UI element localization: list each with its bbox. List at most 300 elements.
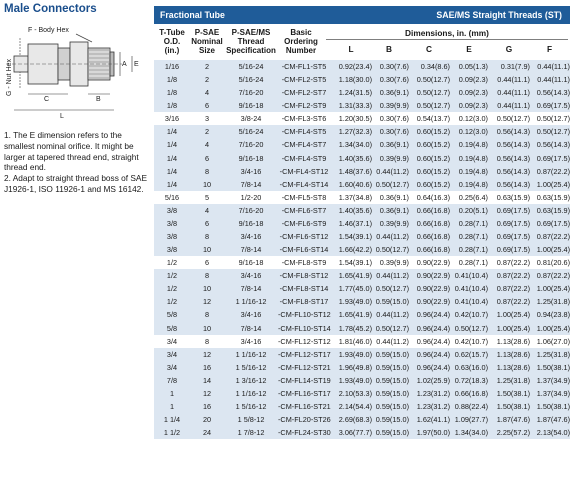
cell-tube-od: 1/4	[166, 127, 178, 137]
header-dim-l: L	[348, 44, 354, 54]
cell-thread-spec: 5/16-24	[238, 62, 264, 71]
table-row	[154, 387, 570, 400]
cell-dim-l: 1.93(49.0)	[338, 375, 372, 385]
cell-ordering-number: -CM-FL2-ST7	[281, 88, 327, 98]
cell-thread-spec: 9/16-18	[238, 258, 264, 268]
cell-dim-f: 0.56(14.3)	[536, 88, 570, 98]
cell-dim-b: 0.30(7.6)	[379, 127, 409, 137]
cell-dim-f: 1.50(38.1)	[536, 402, 570, 412]
cell-dim-l: 1.93(49.0)	[338, 297, 372, 307]
table-row	[154, 400, 570, 413]
cell-dim-g: 0.31(7.9)	[500, 62, 530, 71]
cell-thread-spec: 5/16-24	[238, 75, 264, 85]
cell-dim-e: 0.19(4.8)	[458, 153, 488, 163]
cell-dim-b: 0.39(9.9)	[379, 101, 409, 111]
cell-ordering-number: -CM-FL2-ST5	[281, 75, 327, 85]
cell-thread-spec: 7/16-20	[238, 140, 264, 150]
cell-dim-f: 1.25(31.8)	[536, 349, 570, 359]
table-row	[154, 73, 570, 86]
cell-nominal-size: 16	[202, 362, 212, 372]
cell-thread-spec: 1/2-20	[240, 192, 262, 202]
cell-tube-od: 1/2	[166, 271, 178, 281]
cell-nominal-size: 8	[204, 166, 210, 176]
body-hex-leader	[76, 34, 92, 42]
cell-ordering-number: -CM-FL6-ST7	[281, 205, 327, 215]
header-tube-od: T-Tube O.D. (in.)	[159, 28, 185, 55]
cell-dim-g: 1.13(28.6)	[496, 349, 530, 359]
cell-dim-c: 0.66(16.8)	[416, 218, 450, 228]
header-ordering-number: Basic Ordering Number	[284, 28, 318, 55]
cell-ordering-number: -CM-FL8-ST17	[279, 297, 329, 307]
cell-dim-b: 0.36(9.1)	[379, 88, 409, 98]
cell-dim-b: 0.50(12.7)	[375, 179, 409, 189]
cell-dim-l: 2.69(68.3)	[338, 415, 372, 425]
cell-dim-b: 0.59(15.0)	[375, 297, 409, 307]
cell-tube-od: 5/16	[164, 192, 180, 202]
cell-nominal-size: 3	[204, 114, 210, 124]
cell-dim-f: 1.00(25.4)	[536, 179, 570, 189]
cell-tube-od: 1/8	[166, 88, 178, 98]
table-row	[154, 322, 570, 335]
cell-ordering-number: -CM-FL4-ST12	[279, 166, 329, 176]
table-header	[154, 25, 570, 60]
cell-ordering-number: -CM-FL6-ST12	[279, 232, 329, 242]
header-dim-g: G	[505, 44, 513, 54]
cell-nominal-size: 2	[204, 75, 210, 85]
cell-tube-od: 1	[169, 402, 175, 412]
dim-label-a: A	[122, 61, 127, 68]
cell-dim-e: 0.25(6.4)	[458, 192, 488, 202]
cell-thread-spec: 7/8-14	[240, 179, 262, 189]
cell-dim-l: 3.06(77.7)	[338, 428, 372, 438]
note-item: 1. The E dimension refers to the smallest nominal orifice. It might be larger at tapered thread end, straight thread end.	[4, 130, 139, 173]
cell-thread-spec: 7/8-14	[240, 245, 262, 255]
cell-dim-c: 1.23(31.2)	[416, 402, 450, 412]
cell-nominal-size: 10	[202, 179, 212, 189]
cell-nominal-size: 6	[204, 258, 210, 268]
dim-label-b: B	[96, 96, 101, 103]
cell-dim-c: 0.50(12.7)	[416, 75, 450, 85]
cell-dim-c: 0.60(15.2)	[416, 153, 450, 163]
cell-ordering-number: -CM-FL24-ST30	[278, 428, 331, 438]
cell-dim-b: 0.30(7.6)	[379, 114, 409, 124]
cell-dim-f: 0.94(23.8)	[536, 310, 570, 320]
cell-ordering-number: -CM-FL2-ST9	[281, 101, 327, 111]
cell-dim-g: 0.56(14.3)	[496, 166, 530, 176]
cell-ordering-number: -CM-FL6-ST9	[281, 218, 327, 228]
table-title-bar	[154, 6, 570, 24]
cell-dim-c: 0.96(24.4)	[416, 362, 450, 372]
table-row	[154, 374, 570, 387]
cell-dim-l: 0.92(23.4)	[338, 62, 372, 71]
cell-dim-l: 1.54(39.1)	[338, 258, 372, 268]
cell-ordering-number: -CM-FL16-ST17	[278, 388, 331, 398]
cell-dim-l: 1.37(34.8)	[338, 192, 372, 202]
cell-dim-c: 0.50(12.7)	[416, 101, 450, 111]
table-row	[154, 348, 570, 361]
cell-nominal-size: 8	[204, 271, 210, 281]
header-divider	[326, 39, 568, 40]
cell-dim-g: 0.69(17.5)	[496, 245, 530, 255]
cell-dim-g: 1.00(25.4)	[496, 310, 530, 320]
cell-dim-f: 0.87(22.2)	[536, 166, 570, 176]
cell-dim-c: 1.62(41.1)	[416, 415, 450, 425]
cell-tube-od: 5/8	[166, 323, 178, 333]
cell-ordering-number: -CM-FL10-ST12	[278, 310, 331, 320]
cell-tube-od: 7/8	[166, 375, 178, 385]
cell-dim-e: 0.42(10.7)	[454, 336, 488, 346]
cell-dim-g: 0.56(14.3)	[496, 153, 530, 163]
cell-thread-spec: 3/4-16	[240, 310, 262, 320]
cell-dim-c: 0.60(15.2)	[416, 179, 450, 189]
cell-dim-g: 1.50(38.1)	[496, 402, 530, 412]
cell-dim-c: 0.90(22.9)	[416, 284, 450, 294]
table-row	[154, 112, 570, 125]
cell-dim-e: 0.88(22.4)	[454, 402, 488, 412]
cell-thread-spec: 5/16-24	[238, 127, 264, 137]
cell-dim-e: 0.28(7.1)	[458, 245, 488, 255]
cell-dim-f: 1.37(34.9)	[536, 375, 570, 385]
cell-thread-spec: 1 7/8-12	[237, 428, 265, 438]
cell-ordering-number: -CM-FL4-ST14	[279, 179, 329, 189]
cell-thread-spec: 3/4-16	[240, 336, 262, 346]
cell-dim-l: 1.93(49.0)	[338, 349, 372, 359]
cell-tube-od: 3/4	[166, 349, 178, 359]
cell-ordering-number: -CM-FL8-ST12	[279, 271, 329, 281]
cell-nominal-size: 2	[204, 127, 210, 137]
header-dim-f: F	[546, 44, 553, 54]
table-row	[154, 243, 570, 256]
cell-thread-spec: 3/4-16	[240, 166, 262, 176]
cell-nominal-size: 4	[204, 88, 210, 98]
cell-nominal-size: 6	[204, 101, 210, 111]
cell-ordering-number: -CM-FL3-ST6	[281, 114, 327, 124]
cell-nominal-size: 2	[204, 62, 210, 71]
thread-title: SAE/MS Straight Threads (ST)	[436, 10, 562, 20]
cell-dim-b: 0.44(11.2)	[376, 310, 409, 320]
cell-dim-f: 0.63(15.9)	[536, 205, 570, 215]
cell-dim-b: 0.39(9.9)	[379, 218, 409, 228]
cell-dim-b: 0.36(9.1)	[379, 140, 409, 150]
header-thread-spec: P-SAE/MS Thread Specification	[226, 28, 276, 55]
cell-dim-b: 0.59(15.0)	[375, 388, 409, 398]
cell-dim-c: 0.90(22.9)	[416, 258, 450, 268]
cell-dim-g: 0.69(17.5)	[496, 218, 530, 228]
cell-dim-l: 1.54(39.1)	[338, 232, 372, 242]
cell-ordering-number: -CM-FL8-ST9	[281, 258, 327, 268]
cell-dim-c: 0.96(24.4)	[416, 349, 450, 359]
cell-dim-f: 1.87(47.6)	[536, 415, 570, 425]
cell-dim-g: 0.69(17.5)	[496, 205, 530, 215]
cell-ordering-number: -CM-FL10-ST14	[278, 323, 331, 333]
cell-dim-l: 1.65(41.9)	[338, 310, 372, 320]
cell-dim-l: 1.46(37.1)	[338, 218, 372, 228]
cell-nominal-size: 4	[204, 205, 210, 215]
cell-dim-g: 1.00(25.4)	[496, 323, 530, 333]
cell-ordering-number: -CM-FL16-ST21	[278, 402, 331, 412]
table-title: Fractional Tube	[160, 10, 225, 20]
cell-nominal-size: 24	[202, 428, 212, 438]
cell-nominal-size: 16	[202, 402, 212, 412]
cell-dim-l: 1.96(49.8)	[338, 362, 372, 372]
cell-dim-l: 1.81(46.0)	[338, 336, 372, 346]
cell-ordering-number: -CM-FL8-ST14	[279, 284, 329, 294]
cell-nominal-size: 6	[204, 218, 210, 228]
cell-tube-od: 1/8	[166, 101, 178, 111]
cell-dim-g: 0.56(14.3)	[496, 140, 530, 150]
cell-ordering-number: -CM-FL12-ST12	[278, 336, 331, 346]
cell-nominal-size: 14	[202, 375, 212, 385]
cell-tube-od: 3/4	[166, 362, 178, 372]
cell-dim-c: 0.90(22.9)	[416, 271, 450, 281]
cell-dim-c: 0.60(15.2)	[416, 127, 450, 137]
cell-dim-g: 0.50(12.7)	[496, 114, 530, 124]
table-row	[154, 269, 570, 282]
table-row	[154, 191, 570, 204]
cell-dim-b: 0.50(12.7)	[375, 284, 409, 294]
cell-dim-e: 0.41(10.4)	[454, 271, 488, 281]
cell-dim-e: 0.19(4.8)	[458, 179, 488, 189]
dimensions-table	[154, 60, 570, 439]
cell-dim-l: 1.31(33.3)	[338, 101, 372, 111]
cell-tube-od: 3/16	[164, 114, 180, 124]
nut-hex-label: G - Nut Hex	[6, 59, 13, 96]
cell-dim-f: 1.00(25.4)	[536, 245, 570, 255]
cell-dim-l: 1.60(40.6)	[338, 179, 372, 189]
table-row	[154, 361, 570, 374]
cell-dim-f: 1.00(25.4)	[536, 323, 570, 333]
body-hex-label: F - Body Hex	[28, 27, 69, 34]
cell-dim-l: 1.40(35.6)	[338, 205, 372, 215]
cell-dim-l: 1.24(31.5)	[338, 88, 372, 98]
cell-dim-g: 0.44(11.1)	[497, 88, 530, 98]
cell-tube-od: 1 1/2	[163, 428, 181, 438]
cell-nominal-size: 20	[202, 415, 212, 425]
cell-dim-f: 1.00(25.4)	[536, 284, 570, 294]
cell-dim-l: 1.48(37.6)	[338, 166, 372, 176]
cell-dim-c: 0.54(13.7)	[416, 114, 450, 124]
cell-dim-e: 1.09(27.7)	[454, 415, 488, 425]
cell-dim-b: 0.59(15.0)	[375, 362, 409, 372]
cell-thread-spec: 1 1/16-12	[235, 388, 267, 398]
cell-dim-e: 0.41(10.4)	[454, 297, 488, 307]
cell-dim-c: 0.66(16.8)	[416, 205, 450, 215]
cell-dim-g: 0.63(15.9)	[496, 192, 530, 202]
cell-dim-b: 0.59(15.0)	[375, 415, 409, 425]
cell-thread-spec: 1 5/8-12	[237, 415, 265, 425]
cell-tube-od: 3/8	[166, 232, 178, 242]
cell-tube-od: 3/4	[166, 336, 178, 346]
cell-dim-b: 0.44(11.2)	[376, 166, 409, 176]
table-row	[154, 60, 570, 73]
header-dimensions: Dimensions, in. (mm)	[405, 28, 489, 38]
cell-dim-b: 0.30(7.6)	[379, 62, 409, 71]
cell-dim-e: 0.42(10.7)	[454, 310, 488, 320]
cell-dim-l: 2.14(54.4)	[338, 402, 372, 412]
cell-dim-f: 0.87(22.2)	[536, 232, 570, 242]
cell-dim-l: 1.20(30.5)	[338, 114, 372, 124]
cell-dim-b: 0.59(15.0)	[375, 402, 409, 412]
cell-tube-od: 1/2	[166, 258, 178, 268]
cell-tube-od: 1/2	[166, 284, 178, 294]
cell-dim-g: 0.87(22.2)	[496, 271, 530, 281]
dim-label-l: L	[60, 113, 64, 120]
cell-dim-b: 0.36(9.1)	[379, 192, 409, 202]
cell-dim-b: 0.59(15.0)	[375, 428, 409, 438]
cell-tube-od: 1/2	[166, 297, 178, 307]
cell-dim-f: 0.63(15.9)	[536, 192, 570, 202]
cell-dim-b: 0.59(15.0)	[375, 375, 409, 385]
cell-dim-f: 0.44(11.1)	[537, 75, 570, 85]
cell-dim-c: 1.02(25.9)	[416, 375, 450, 385]
cell-nominal-size: 10	[202, 284, 212, 294]
cell-dim-b: 0.44(11.2)	[376, 336, 409, 346]
cell-dim-c: 0.60(15.2)	[416, 166, 450, 176]
cell-dim-e: 0.62(15.7)	[454, 349, 488, 359]
cell-dim-f: 0.50(12.7)	[536, 114, 570, 124]
cell-dim-e: 0.41(10.4)	[454, 284, 488, 294]
table-row	[154, 308, 570, 321]
table-row	[154, 165, 570, 178]
cell-dim-e: 0.09(2.3)	[458, 101, 488, 111]
cell-dim-l: 1.78(45.2)	[338, 323, 372, 333]
left-column	[0, 0, 152, 477]
cell-dim-f: 2.13(54.0)	[536, 428, 570, 438]
cell-ordering-number: -CM-FL5-ST8	[281, 192, 327, 202]
cell-thread-spec: 1 5/16-12	[235, 402, 267, 412]
cell-dim-c: 1.97(50.0)	[416, 428, 450, 438]
cell-nominal-size: 10	[202, 245, 212, 255]
cell-dim-e: 0.12(3.0)	[458, 127, 488, 137]
cell-dim-b: 0.59(15.0)	[375, 349, 409, 359]
cell-dim-f: 0.69(17.5)	[536, 153, 570, 163]
cell-dim-c: 0.66(16.8)	[416, 232, 450, 242]
cell-dim-e: 0.12(3.0)	[458, 114, 488, 124]
cell-dim-c: 0.64(16.3)	[416, 192, 450, 202]
cell-dim-f: 0.44(11.1)	[537, 62, 570, 71]
cell-dim-b: 0.50(12.7)	[375, 245, 409, 255]
cell-dim-g: 0.69(17.5)	[496, 232, 530, 242]
cell-dim-c: 0.90(22.9)	[416, 297, 450, 307]
cell-dim-c: 0.96(24.4)	[416, 310, 450, 320]
cell-dim-e: 0.28(7.1)	[458, 258, 488, 268]
cell-dim-l: 1.77(45.0)	[338, 284, 372, 294]
cell-nominal-size: 4	[204, 140, 210, 150]
cell-dim-g: 1.50(38.1)	[496, 388, 530, 398]
cell-tube-od: 3/8	[166, 205, 178, 215]
notes	[4, 130, 150, 195]
cell-ordering-number: -CM-FL20-ST26	[278, 415, 331, 425]
cell-thread-spec: 1 3/16-12	[235, 375, 267, 385]
cell-nominal-size: 8	[204, 232, 210, 242]
cell-dim-l: 1.65(41.9)	[338, 271, 372, 281]
cell-dim-g: 0.87(22.2)	[496, 284, 530, 294]
cell-tube-od: 1/4	[166, 153, 178, 163]
cell-ordering-number: -CM-FL14-ST19	[278, 375, 331, 385]
header-nominal-size: P-SAE Nominal Size	[191, 28, 223, 55]
cell-dim-b: 0.44(11.2)	[376, 271, 409, 281]
table-row	[154, 125, 570, 138]
cell-dim-f: 0.81(20.6)	[536, 258, 570, 268]
cell-dim-e: 0.05(1.3)	[458, 62, 488, 71]
cell-dim-e: 0.19(4.8)	[458, 166, 488, 176]
cell-tube-od: 5/8	[166, 310, 178, 320]
cell-dim-e: 0.63(16.0)	[454, 362, 488, 372]
cell-dim-c: 0.66(16.8)	[416, 245, 450, 255]
table-row	[154, 178, 570, 191]
cell-dim-e: 0.20(5.1)	[458, 205, 488, 215]
cell-dim-c: 0.60(15.2)	[416, 140, 450, 150]
cell-dim-f: 0.50(12.7)	[536, 127, 570, 137]
cell-dim-f: 1.37(34.9)	[536, 388, 570, 398]
table-row	[154, 426, 570, 439]
cell-dim-c: 0.34(8.6)	[420, 62, 450, 71]
cell-dim-l: 2.10(53.3)	[338, 388, 372, 398]
cell-dim-c: 0.96(24.4)	[416, 336, 450, 346]
table-row	[154, 230, 570, 243]
cell-ordering-number: -CM-FL4-ST7	[281, 140, 327, 150]
cell-dim-g: 1.13(28.6)	[496, 362, 530, 372]
cell-dim-e: 0.09(2.3)	[458, 88, 488, 98]
cell-dim-g: 1.25(31.8)	[496, 375, 530, 385]
table-row	[154, 295, 570, 308]
cell-nominal-size: 8	[204, 310, 210, 320]
cell-tube-od: 1 1/4	[163, 415, 181, 425]
cell-dim-b: 0.50(12.7)	[375, 323, 409, 333]
cell-thread-spec: 9/16-18	[238, 218, 264, 228]
male-connector-diagram	[2, 22, 150, 122]
cell-thread-spec: 7/16-20	[238, 205, 264, 215]
cell-dim-l: 1.34(34.0)	[338, 140, 372, 150]
cell-tube-od: 1/4	[166, 140, 178, 150]
cell-dim-g: 0.44(11.1)	[497, 75, 530, 85]
note-item: 2. Adapt to straight thread boss of SAE J1926-1, ISO 11926-1 and MS 16142.	[4, 173, 147, 194]
table-row	[154, 282, 570, 295]
cell-dim-c: 1.23(31.2)	[416, 388, 450, 398]
cell-thread-spec: 1 1/16-12	[235, 297, 267, 307]
table-row	[154, 413, 570, 426]
cell-dim-e: 0.28(7.1)	[458, 232, 488, 242]
dim-label-e: E	[134, 61, 139, 68]
cell-ordering-number: -CM-FL6-ST14	[279, 245, 329, 255]
cell-ordering-number: -CM-FL12-ST21	[278, 362, 331, 372]
table-row	[154, 99, 570, 112]
cell-dim-e: 0.66(16.8)	[454, 388, 488, 398]
table-row	[154, 86, 570, 99]
cell-dim-e: 0.28(7.1)	[458, 218, 488, 228]
cell-thread-spec: 7/8-14	[240, 284, 262, 294]
table-row	[154, 138, 570, 151]
cell-tube-od: 3/8	[166, 218, 178, 228]
cell-dim-e: 0.50(12.7)	[454, 323, 488, 333]
cell-thread-spec: 1 1/16-12	[235, 349, 267, 359]
cell-thread-spec: 3/8-24	[240, 114, 262, 124]
cell-nominal-size: 10	[202, 323, 212, 333]
table-row	[154, 152, 570, 165]
cell-dim-f: 1.25(31.8)	[536, 297, 570, 307]
cell-ordering-number: -CM-FL1-ST5	[281, 62, 327, 71]
cell-dim-l: 1.18(30.0)	[338, 75, 372, 85]
cell-dim-g: 0.44(11.1)	[497, 101, 530, 111]
cell-dim-f: 0.87(22.2)	[536, 271, 570, 281]
cell-dim-g: 1.87(47.6)	[496, 415, 530, 425]
cell-nominal-size: 6	[204, 153, 210, 163]
cell-ordering-number: -CM-FL4-ST5	[281, 127, 327, 137]
cell-dim-l: 1.66(42.2)	[338, 245, 372, 255]
cell-ordering-number: -CM-FL4-ST9	[281, 153, 327, 163]
cell-ordering-number: -CM-FL12-ST17	[278, 349, 331, 359]
cell-nominal-size: 12	[202, 388, 212, 398]
